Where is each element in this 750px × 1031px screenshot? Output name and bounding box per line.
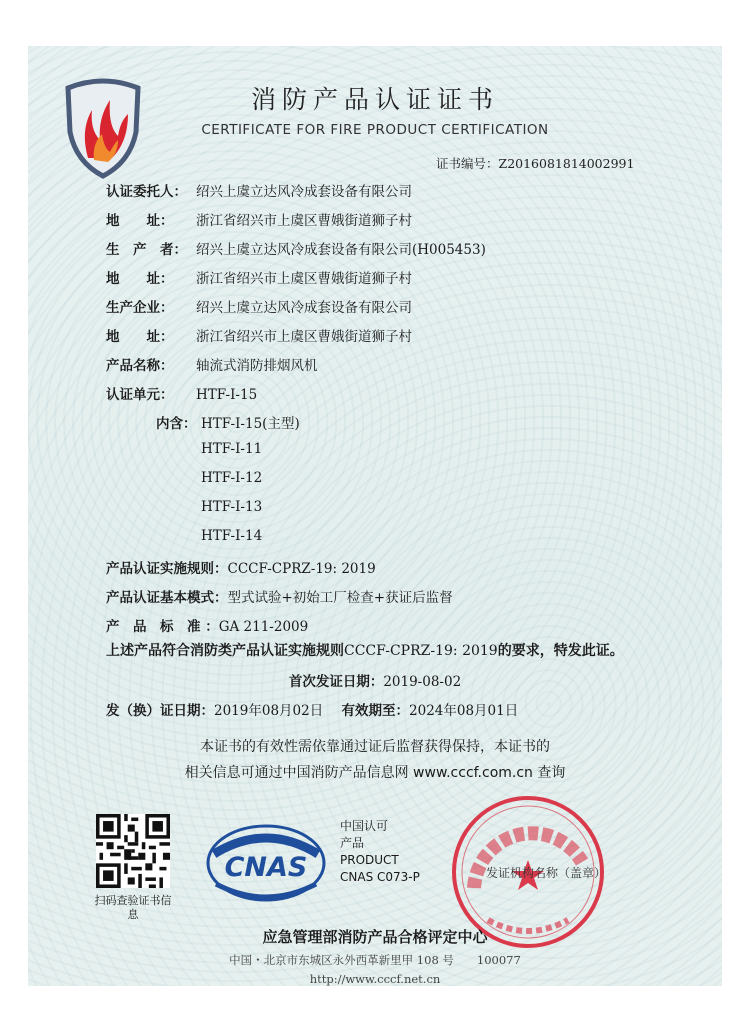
issuing-organization: 应急管理部消防产品合格评定中心 — [262, 928, 488, 946]
field-value: 轴流式消防排烟风机 — [196, 358, 318, 374]
field-row — [106, 296, 412, 316]
certificate-sheet — [28, 46, 722, 986]
accreditation-line: 中国认可 — [340, 819, 389, 833]
valid-until-value: 2024年08月01日 — [409, 703, 519, 719]
field-row — [106, 238, 486, 258]
field-value: 浙江省绍兴市上虞区曹娥街道狮子村 — [196, 213, 412, 229]
rule-value: CCCF-CPRZ-19: 2019 — [227, 561, 376, 577]
first-issue-value: 2019-08-02 — [383, 674, 462, 690]
certificate-number — [436, 154, 634, 172]
field-label: 生产企业： — [106, 300, 174, 316]
field-label: 地 址： — [106, 271, 174, 287]
rule-value: GA 211-2009 — [218, 619, 309, 635]
field-label: 生 产 者： — [106, 242, 187, 258]
field-value: HTF-I-15 — [196, 387, 258, 403]
field-row — [106, 267, 412, 287]
cnas-logo-icon — [206, 824, 326, 902]
field-row — [106, 325, 412, 345]
rule-row — [106, 586, 453, 606]
field-label: 认证单元： — [106, 387, 174, 403]
accreditation-text — [340, 818, 420, 886]
model-item: HTF-I-11 — [201, 441, 263, 457]
validity-note-line2: 相关信息可通过中国消防产品信息网 www.cccf.com.cn 查询 — [184, 765, 566, 781]
rule-label: 产品认证基本模式： — [106, 590, 228, 606]
rule-row — [106, 615, 308, 635]
issue-date-value: 2019年08月02日 — [214, 703, 324, 719]
field-row — [106, 180, 412, 200]
contains-label: 内含： — [156, 416, 197, 432]
certificate-number-label: 证书编号： — [436, 156, 499, 171]
rule-label: 产品认证实施规则： — [106, 561, 228, 577]
field-row — [106, 209, 412, 229]
model-item: HTF-I-13 — [201, 499, 263, 515]
model-item: HTF-I-14 — [201, 528, 263, 544]
field-label: 认证委托人： — [106, 184, 187, 200]
qr-code-icon[interactable] — [96, 814, 170, 888]
field-value: 绍兴上虞立达风冷成套设备有限公司 — [196, 300, 412, 316]
statement-code: CCCF-CPRZ-19: 2019 — [344, 643, 498, 659]
accreditation-line: PRODUCT — [340, 853, 399, 867]
statement-part2: 的要求，特发此证。 — [497, 643, 624, 659]
field-value: 浙江省绍兴市上虞区曹娥街道狮子村 — [196, 271, 412, 287]
field-row — [106, 383, 257, 403]
field-label: 产品名称： — [106, 358, 174, 374]
rule-value: 型式试验+初始工厂检查+获证后监督 — [227, 590, 453, 606]
seal-caption: 发证机构名称（盖章） — [486, 866, 607, 880]
field-value: 绍兴上虞立达风冷成套设备有限公司 — [196, 184, 412, 200]
issue-date-label: 发（换）证日期： — [106, 703, 214, 719]
accreditation-line: CNAS C073-P — [340, 870, 420, 884]
organization-address: 中国・北京市东城区永外西革新里甲 108 号 100077 — [229, 953, 521, 967]
field-row — [106, 354, 318, 374]
compliance-statement — [106, 638, 646, 665]
first-issue-label: 首次发证日期： — [288, 674, 384, 690]
model-item: HTF-I-15(主型) — [201, 416, 300, 432]
first-issue-date — [28, 670, 722, 690]
cnas-logo-text: CNAS — [224, 852, 308, 883]
accreditation-line: 产品 — [340, 836, 365, 850]
issue-validity-row — [106, 699, 518, 719]
statement-part1: 上述产品符合消防类产品认证实施规则 — [106, 643, 344, 659]
field-value: 绍兴上虞立达风冷成套设备有限公司(H005453) — [196, 242, 486, 258]
certificate-number-value: Z2016081814002991 — [498, 156, 635, 171]
certificate-title-en: CERTIFICATE FOR FIRE PRODUCT CERTIFICATION — [201, 122, 549, 138]
field-label: 地 址： — [106, 329, 174, 345]
model-item: HTF-I-12 — [201, 470, 263, 486]
qr-caption: 扫码查验证书信息 — [94, 894, 172, 921]
validity-note-line1: 本证书的有效性需依靠通过证后监督获得保持，本证书的 — [200, 739, 550, 755]
certificate-title-cn: 消防产品认证证书 — [250, 85, 499, 114]
valid-until-label: 有效期至： — [341, 703, 410, 719]
rule-label: 产 品 标 准 ： — [106, 619, 219, 635]
field-value: 浙江省绍兴市上虞区曹娥街道狮子村 — [196, 329, 412, 345]
field-label: 地 址： — [106, 213, 174, 229]
rule-row — [106, 557, 376, 577]
organization-url[interactable]: http://www.cccf.net.cn — [309, 972, 441, 986]
